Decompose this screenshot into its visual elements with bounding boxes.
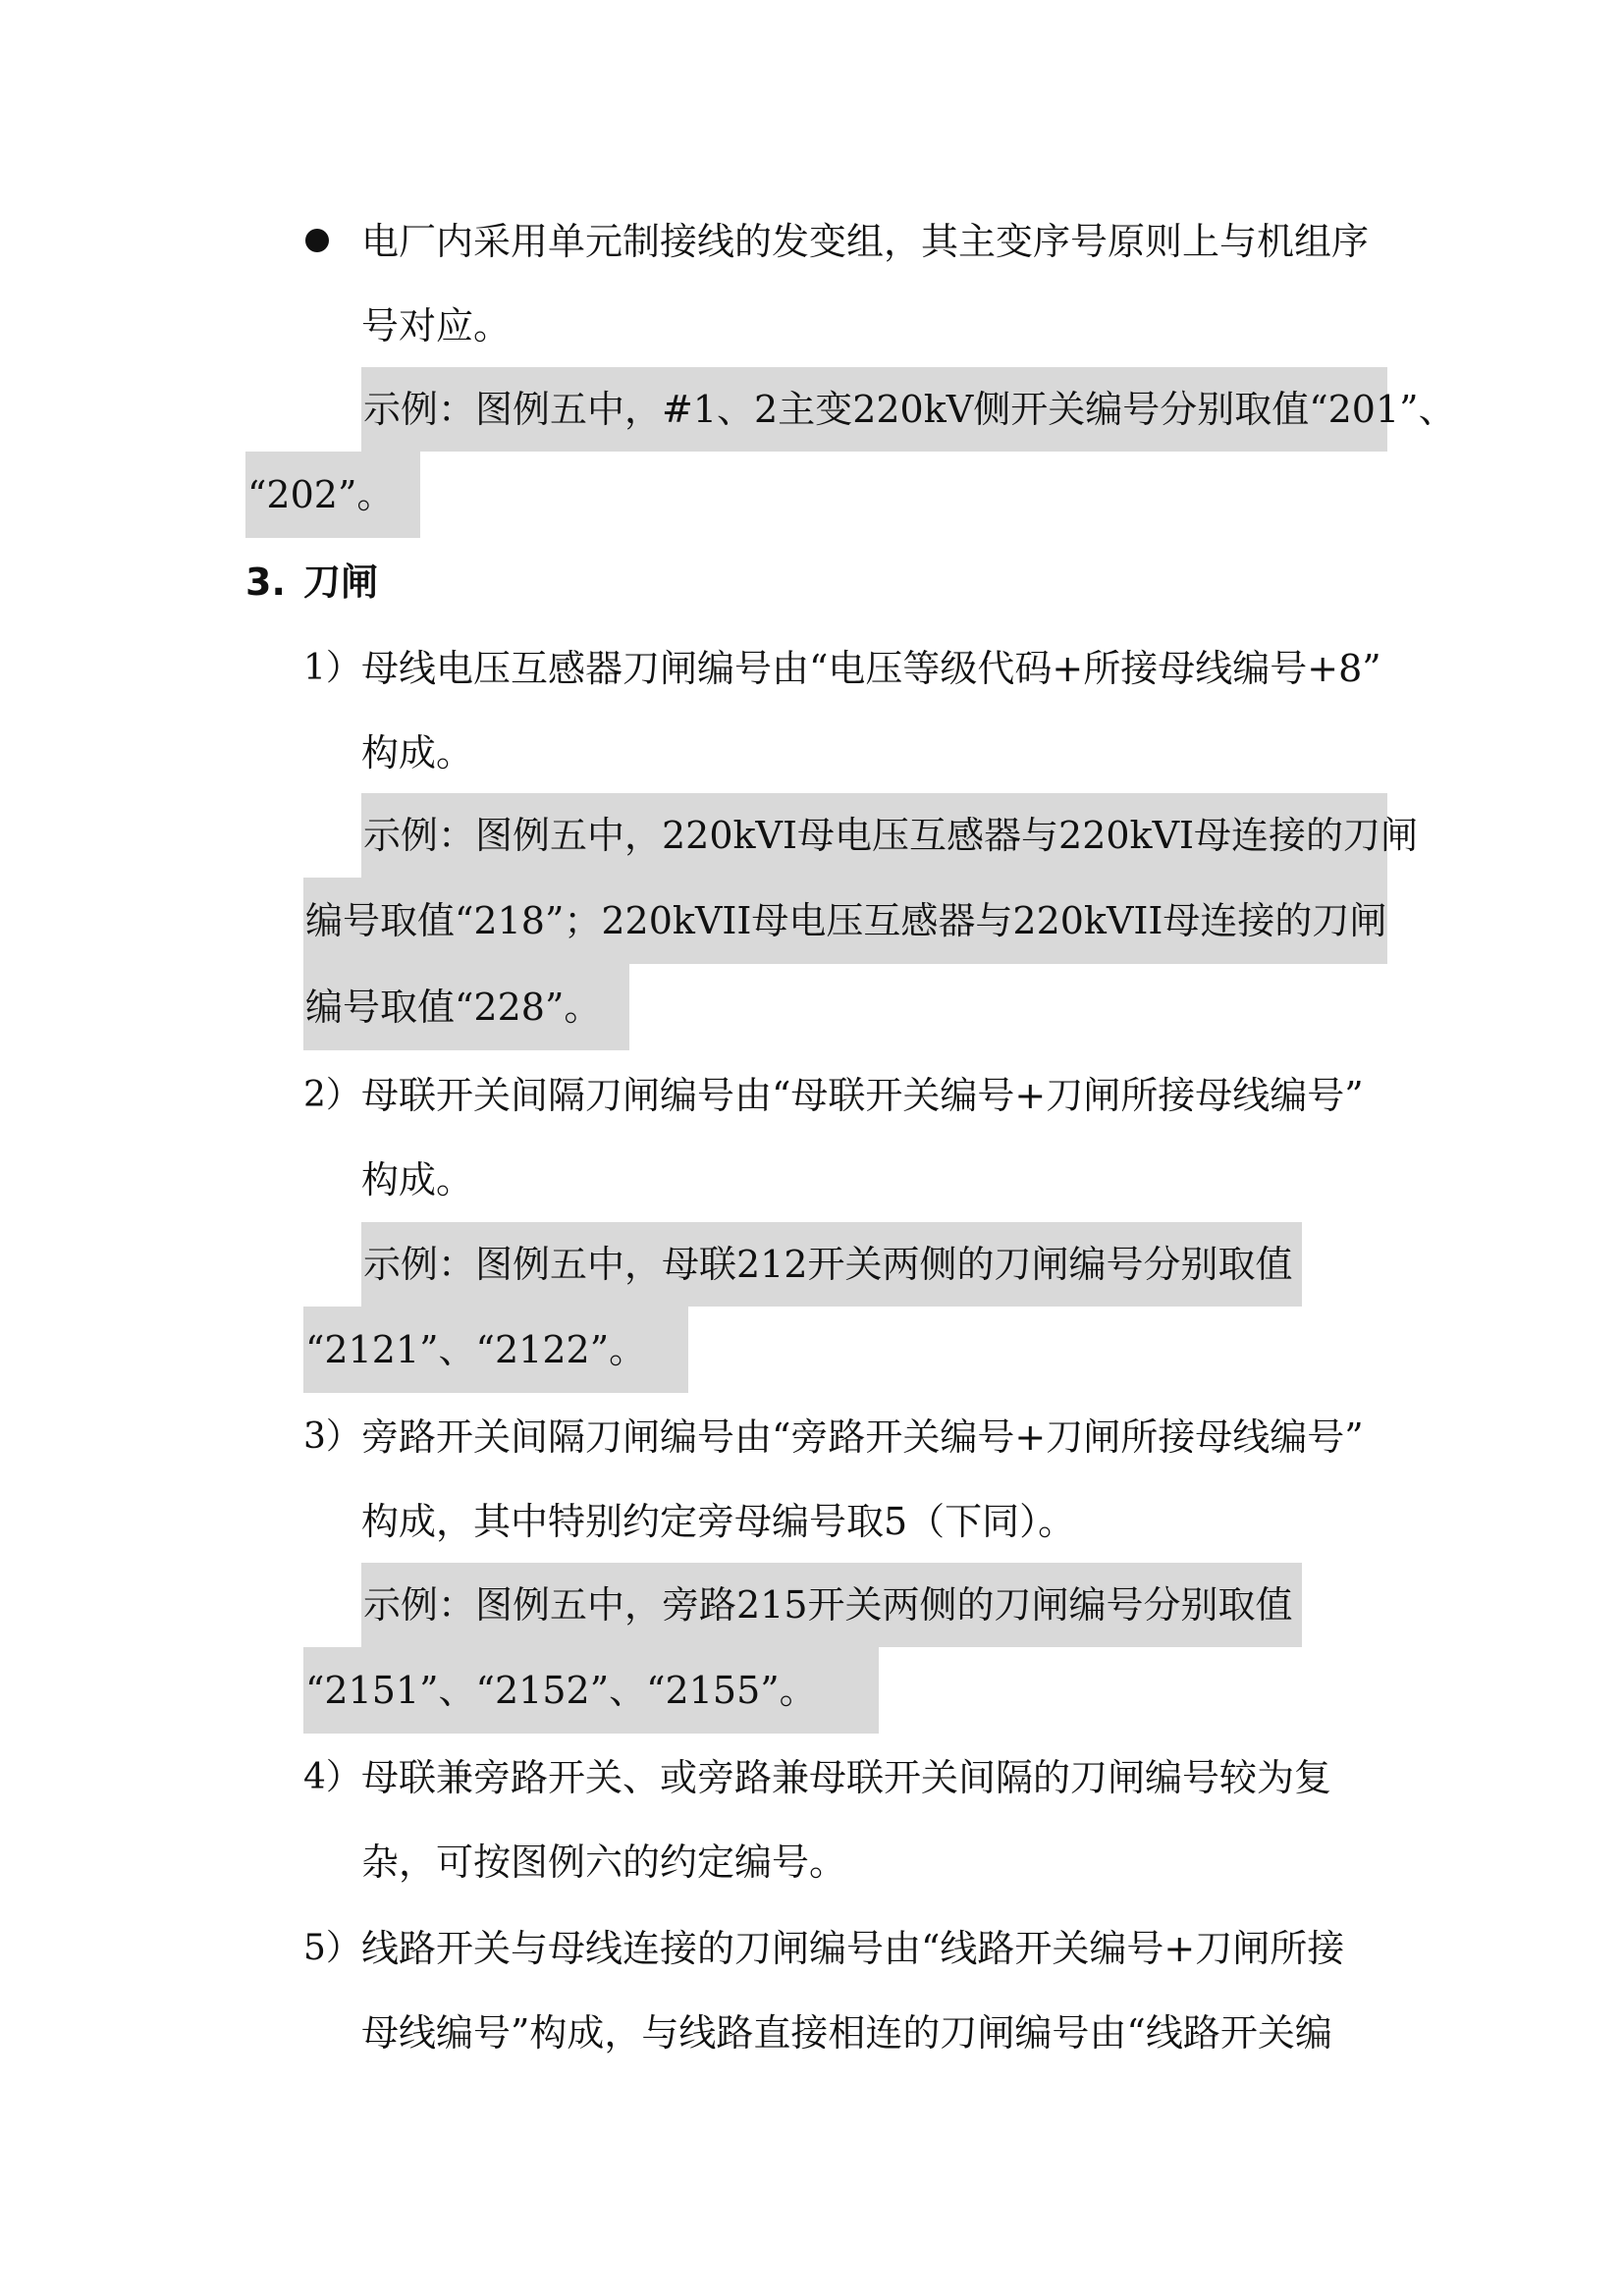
example-line: “2151”、“2152”、“2155”。: [305, 1669, 817, 1712]
example-line: “2121”、“2122”。: [305, 1328, 647, 1371]
example-line: 示例：图例五中，220kVI母电压互感器与220kVI母连接的刀闸: [363, 814, 1419, 857]
example-line: 示例：图例五中，旁路215开关两侧的刀闸编号分别取值: [363, 1583, 1293, 1627]
example-line: “202”。: [247, 473, 395, 516]
item-line: 母联兼旁路开关、或旁路兼母联开关间隔的刀闸编号较为复: [361, 1756, 1332, 1799]
item-number: 1）: [303, 648, 361, 688]
example-line: 示例：图例五中，母联212开关两侧的刀闸编号分别取值: [363, 1243, 1293, 1286]
example-line: 示例：图例五中，#1、2主变220kV侧开关编号分别取值“201”、: [363, 388, 1456, 431]
item-line: 线路开关与母线连接的刀闸编号由“线路开关编号+刀闸所接: [361, 1927, 1345, 1970]
example-line: 编号取值“218”；220kVII母电压互感器与220kVII母连接的刀闸: [305, 899, 1387, 942]
item-line: 构成。: [361, 731, 474, 774]
item-line: 母线编号”构成，与线路直接相连的刀闸编号由“线路开关编: [361, 2011, 1332, 2055]
paragraph-line: 电厂内采用单元制接线的发变组，其主变序号原则上与机组序: [361, 220, 1370, 263]
item-number: 4）: [303, 1757, 361, 1797]
item-line: 母联开关间隔刀闸编号由“母联开关编号+刀闸所接母线编号”: [361, 1074, 1364, 1117]
paragraph-line: 号对应。: [361, 304, 512, 347]
item-number: 3）: [303, 1416, 361, 1457]
section-number: 3.: [245, 561, 286, 604]
bullet-icon: [305, 229, 329, 252]
example-line: 编号取值“228”。: [305, 986, 602, 1029]
item-number: 5）: [303, 1928, 361, 1968]
item-line: 构成，其中特别约定旁母编号取5（下同）。: [361, 1500, 1076, 1543]
item-line: 构成。: [361, 1158, 474, 1201]
item-number: 2）: [303, 1075, 361, 1115]
item-line: 杂，可按图例六的约定编号。: [361, 1841, 847, 1884]
item-line: 旁路开关间隔刀闸编号由“旁路开关编号+刀闸所接母线编号”: [361, 1415, 1364, 1459]
section-title: 刀闸: [303, 561, 379, 604]
item-line: 母线电压互感器刀闸编号由“电压等级代码+所接母线编号+8”: [361, 647, 1381, 690]
